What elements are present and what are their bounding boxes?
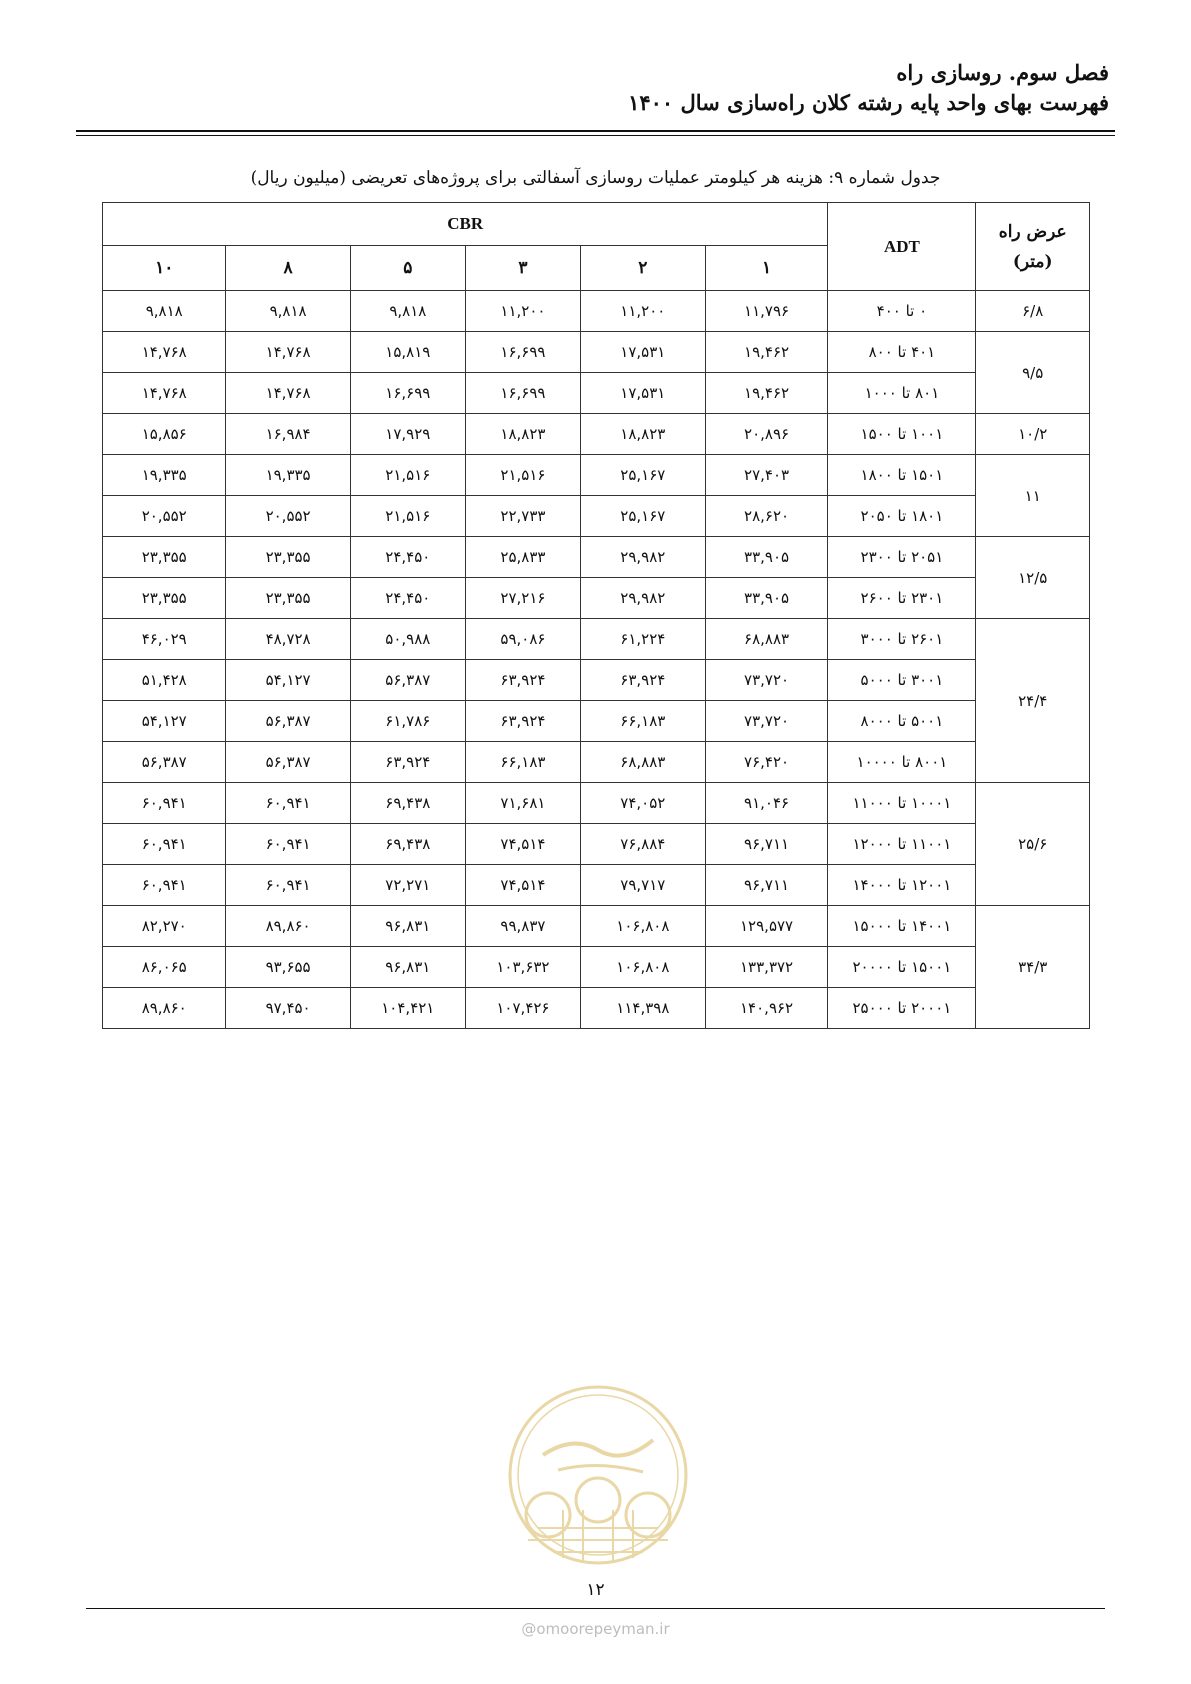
cost-cell: ۶۹,۴۳۸ — [350, 824, 465, 865]
cost-cell: ۲۱,۵۱۶ — [350, 455, 465, 496]
cost-cell: ۲۱,۵۱۶ — [465, 455, 580, 496]
width-header-unit: (متر) — [1012, 251, 1053, 272]
cost-cell: ۱۰۴,۴۲۱ — [350, 988, 465, 1029]
cost-cell: ۲۳,۳۵۵ — [103, 537, 226, 578]
table-row — [103, 414, 1090, 455]
cost-cell: ۱۰۳,۶۳۲ — [465, 947, 580, 988]
adt-range-cell: ۲۶۰۱ تا ۳۰۰۰ — [828, 619, 976, 660]
seal-watermark — [503, 1380, 693, 1570]
cost-cell: ۲۹,۹۸۲ — [581, 578, 706, 619]
cost-cell: ۵۱,۴۲۸ — [103, 660, 226, 701]
cost-cell: ۹۶,۸۳۱ — [350, 906, 465, 947]
cost-cell: ۲۸,۶۲۰ — [705, 496, 828, 537]
cost-cell: ۱۷,۵۳۱ — [581, 332, 706, 373]
adt-range-cell: ۲۰۵۱ تا ۲۳۰۰ — [828, 537, 976, 578]
cost-cell: ۱۶,۶۹۹ — [465, 332, 580, 373]
cost-cell: ۶۰,۹۴۱ — [103, 783, 226, 824]
adt-range-cell: ۲۳۰۱ تا ۲۶۰۰ — [828, 578, 976, 619]
table-row — [103, 578, 1090, 619]
cost-cell: ۶۸,۸۸۳ — [581, 742, 706, 783]
cost-cell: ۶۳,۹۲۴ — [581, 660, 706, 701]
cost-cell: ۵۶,۳۸۷ — [226, 742, 350, 783]
road-width-cell: ۱۰/۲ — [976, 414, 1090, 455]
adt-range-cell: ۵۰۰۱ تا ۸۰۰۰ — [828, 701, 976, 742]
cost-cell: ۲۵,۸۳۳ — [465, 537, 580, 578]
adt-range-cell: ۱۸۰۱ تا ۲۰۵۰ — [828, 496, 976, 537]
adt-range-cell: ۱۱۰۰۱ تا ۱۲۰۰۰ — [828, 824, 976, 865]
adt-range-cell: ۸۰۱ تا ۱۰۰۰ — [828, 373, 976, 414]
header-rule-thick — [76, 130, 1115, 132]
cost-cell: ۲۷,۴۰۳ — [705, 455, 828, 496]
cost-cell: ۴۸,۷۲۸ — [226, 619, 350, 660]
cost-cell: ۱۰۶,۸۰۸ — [581, 906, 706, 947]
cost-cell: ۱۱,۷۹۶ — [705, 291, 828, 332]
cost-cell: ۲۳,۳۵۵ — [103, 578, 226, 619]
cost-cell: ۶۱,۲۲۴ — [581, 619, 706, 660]
table-row — [103, 496, 1090, 537]
cost-table — [102, 202, 1090, 1029]
cost-cell: ۱۶,۶۹۹ — [350, 373, 465, 414]
cost-cell: ۲۵,۱۶۷ — [581, 455, 706, 496]
cost-cell: ۶۶,۱۸۳ — [581, 701, 706, 742]
document-title: فهرست بهای واحد پایه رشته کلان راه‌سازی سال ۱۴۰۰ — [628, 90, 1109, 115]
cost-cell: ۳۳,۹۰۵ — [705, 578, 828, 619]
cost-cell: ۲۷,۲۱۶ — [465, 578, 580, 619]
cost-cell: ۹۶,۷۱۱ — [705, 824, 828, 865]
cost-cell: ۹,۸۱۸ — [350, 291, 465, 332]
cost-cell: ۱۸,۸۲۳ — [465, 414, 580, 455]
cost-cell: ۶۳,۹۲۴ — [350, 742, 465, 783]
road-width-cell: ۱۱ — [976, 455, 1090, 537]
cost-cell: ۷۹,۷۱۷ — [581, 865, 706, 906]
table-caption: جدول شماره ۹: هزینه هر کیلومتر عملیات روسازی آسفالتی برای پروژه‌های تعریضی (میلیون ریال) — [250, 168, 941, 188]
adt-range-cell: ۰ تا ۴۰۰ — [828, 291, 976, 332]
cost-cell: ۱۴,۷۶۸ — [226, 332, 350, 373]
cost-cell: ۱۵,۸۱۹ — [350, 332, 465, 373]
table-row — [103, 824, 1090, 865]
cost-cell: ۲۲,۷۳۳ — [465, 496, 580, 537]
cost-cell: ۱۵,۸۵۶ — [103, 414, 226, 455]
cost-cell: ۹,۸۱۸ — [226, 291, 350, 332]
cost-cell: ۸۲,۲۷۰ — [103, 906, 226, 947]
cost-cell: ۷۴,۵۱۴ — [465, 865, 580, 906]
table-row — [103, 865, 1090, 906]
adt-range-cell: ۱۰۰۰۱ تا ۱۱۰۰۰ — [828, 783, 976, 824]
table-row — [103, 783, 1090, 824]
cost-cell: ۱۷,۵۳۱ — [581, 373, 706, 414]
cbr-value-header: ۳ — [465, 246, 580, 291]
cost-cell: ۲۰,۵۵۲ — [103, 496, 226, 537]
cost-cell: ۹۶,۷۱۱ — [705, 865, 828, 906]
road-width-cell: ۹/۵ — [976, 332, 1090, 414]
chapter-title: فصل سوم. روسازی راه — [896, 60, 1109, 85]
page-number: ۱۲ — [586, 1580, 605, 1600]
width-header-label: عرض راه — [998, 221, 1067, 242]
cost-cell: ۱۴,۷۶۸ — [103, 373, 226, 414]
road-width-cell: ۲۵/۶ — [976, 783, 1090, 906]
cost-cell: ۷۱,۶۸۱ — [465, 783, 580, 824]
cost-cell: ۱۴,۷۶۸ — [226, 373, 350, 414]
cost-cell: ۱۰۶,۸۰۸ — [581, 947, 706, 988]
adt-range-cell: ۸۰۰۱ تا ۱۰۰۰۰ — [828, 742, 976, 783]
cost-cell: ۷۲,۲۷۱ — [350, 865, 465, 906]
table-row — [103, 742, 1090, 783]
cost-cell: ۷۳,۷۲۰ — [705, 701, 828, 742]
cost-cell: ۷۶,۸۸۴ — [581, 824, 706, 865]
cost-cell: ۵۶,۳۸۷ — [103, 742, 226, 783]
adt-range-cell: ۱۰۰۱ تا ۱۵۰۰ — [828, 414, 976, 455]
cost-cell: ۸۶,۰۶۵ — [103, 947, 226, 988]
watermark-url: @omoorepeyman.ir — [521, 1620, 670, 1638]
cost-cell: ۶۳,۹۲۴ — [465, 660, 580, 701]
table-row — [103, 660, 1090, 701]
cost-cell: ۱۴۰,۹۶۲ — [705, 988, 828, 1029]
cost-cell: ۳۳,۹۰۵ — [705, 537, 828, 578]
cost-cell: ۹۳,۶۵۵ — [226, 947, 350, 988]
cost-cell: ۲۰,۵۵۲ — [226, 496, 350, 537]
cost-cell: ۷۴,۵۱۴ — [465, 824, 580, 865]
cbr-value-header: ۲ — [581, 246, 706, 291]
cost-cell: ۶۰,۹۴۱ — [226, 824, 350, 865]
cost-cell: ۹۷,۴۵۰ — [226, 988, 350, 1029]
cost-cell: ۶۶,۱۸۳ — [465, 742, 580, 783]
adt-header: ADT — [828, 203, 976, 291]
cost-cell: ۱۶,۹۸۴ — [226, 414, 350, 455]
cost-cell: ۱۱,۲۰۰ — [581, 291, 706, 332]
table-row — [103, 906, 1090, 947]
cost-cell: ۲۳,۳۵۵ — [226, 578, 350, 619]
cost-cell: ۱۱,۲۰۰ — [465, 291, 580, 332]
cbr-header: CBR — [103, 203, 828, 246]
cost-cell: ۶۸,۸۸۳ — [705, 619, 828, 660]
cost-cell: ۵۰,۹۸۸ — [350, 619, 465, 660]
cost-cell: ۱۴,۷۶۸ — [103, 332, 226, 373]
cost-cell: ۱۹,۳۳۵ — [103, 455, 226, 496]
cost-cell: ۱۷,۹۲۹ — [350, 414, 465, 455]
cost-cell: ۹۶,۸۳۱ — [350, 947, 465, 988]
cost-cell: ۵۹,۰۸۶ — [465, 619, 580, 660]
adt-range-cell: ۱۴۰۰۱ تا ۱۵۰۰۰ — [828, 906, 976, 947]
cost-cell: ۵۶,۳۸۷ — [226, 701, 350, 742]
cost-cell: ۶۹,۴۳۸ — [350, 783, 465, 824]
cost-cell: ۶۰,۹۴۱ — [226, 865, 350, 906]
adt-range-cell: ۳۰۰۱ تا ۵۰۰۰ — [828, 660, 976, 701]
cost-cell: ۱۳۳,۳۷۲ — [705, 947, 828, 988]
cost-cell: ۶۰,۹۴۱ — [226, 783, 350, 824]
cost-cell: ۲۴,۴۵۰ — [350, 578, 465, 619]
cost-cell: ۹,۸۱۸ — [103, 291, 226, 332]
road-width-cell: ۲۴/۴ — [976, 619, 1090, 783]
table-row — [103, 988, 1090, 1029]
cbr-value-header: ۱ — [705, 246, 828, 291]
cost-cell: ۱۲۹,۵۷۷ — [705, 906, 828, 947]
cost-cell: ۷۴,۰۵۲ — [581, 783, 706, 824]
cost-cell: ۱۹,۳۳۵ — [226, 455, 350, 496]
cost-cell: ۵۴,۱۲۷ — [226, 660, 350, 701]
cost-cell: ۱۹,۴۶۲ — [705, 332, 828, 373]
adt-range-cell: ۱۲۰۰۱ تا ۱۴۰۰۰ — [828, 865, 976, 906]
cost-cell: ۶۱,۷۸۶ — [350, 701, 465, 742]
cost-cell: ۴۶,۰۲۹ — [103, 619, 226, 660]
cost-cell: ۱۹,۴۶۲ — [705, 373, 828, 414]
table-row — [103, 455, 1090, 496]
cost-cell: ۲۴,۴۵۰ — [350, 537, 465, 578]
cost-cell: ۲۳,۳۵۵ — [226, 537, 350, 578]
table-row — [103, 373, 1090, 414]
road-width-cell: ۱۲/۵ — [976, 537, 1090, 619]
footer-rule — [86, 1608, 1105, 1609]
width-header — [976, 203, 1090, 291]
table-row — [103, 332, 1090, 373]
cost-cell: ۹۱,۰۴۶ — [705, 783, 828, 824]
table-row — [103, 947, 1090, 988]
cost-cell: ۱۸,۸۲۳ — [581, 414, 706, 455]
cost-cell: ۷۶,۴۲۰ — [705, 742, 828, 783]
road-width-cell: ۶/۸ — [976, 291, 1090, 332]
cbr-value-header: ۸ — [226, 246, 350, 291]
cost-cell: ۱۶,۶۹۹ — [465, 373, 580, 414]
table-row — [103, 291, 1090, 332]
cost-cell: ۶۰,۹۴۱ — [103, 824, 226, 865]
adt-range-cell: ۱۵۰۱ تا ۱۸۰۰ — [828, 455, 976, 496]
cost-cell: ۶۰,۹۴۱ — [103, 865, 226, 906]
adt-range-cell: ۴۰۱ تا ۸۰۰ — [828, 332, 976, 373]
adt-range-cell: ۲۰۰۰۱ تا ۲۵۰۰۰ — [828, 988, 976, 1029]
table-row — [103, 619, 1090, 660]
cost-cell: ۷۳,۷۲۰ — [705, 660, 828, 701]
cost-cell: ۱۰۷,۴۲۶ — [465, 988, 580, 1029]
table-row — [103, 537, 1090, 578]
cost-cell: ۹۹,۸۳۷ — [465, 906, 580, 947]
adt-range-cell: ۱۵۰۰۱ تا ۲۰۰۰۰ — [828, 947, 976, 988]
cost-cell: ۱۱۴,۳۹۸ — [581, 988, 706, 1029]
cost-cell: ۲۱,۵۱۶ — [350, 496, 465, 537]
cost-cell: ۲۰,۸۹۶ — [705, 414, 828, 455]
page-header — [76, 58, 1115, 118]
cost-cell: ۲۹,۹۸۲ — [581, 537, 706, 578]
cost-cell: ۸۹,۸۶۰ — [103, 988, 226, 1029]
cost-cell: ۶۳,۹۲۴ — [465, 701, 580, 742]
cost-cell: ۲۵,۱۶۷ — [581, 496, 706, 537]
cost-cell: ۵۶,۳۸۷ — [350, 660, 465, 701]
header-rule-thin — [76, 135, 1115, 136]
cbr-value-header: ۱۰ — [103, 246, 226, 291]
table-row — [103, 701, 1090, 742]
cost-cell: ۸۹,۸۶۰ — [226, 906, 350, 947]
road-width-cell: ۳۴/۳ — [976, 906, 1090, 1029]
cbr-value-header: ۵ — [350, 246, 465, 291]
cost-cell: ۵۴,۱۲۷ — [103, 701, 226, 742]
